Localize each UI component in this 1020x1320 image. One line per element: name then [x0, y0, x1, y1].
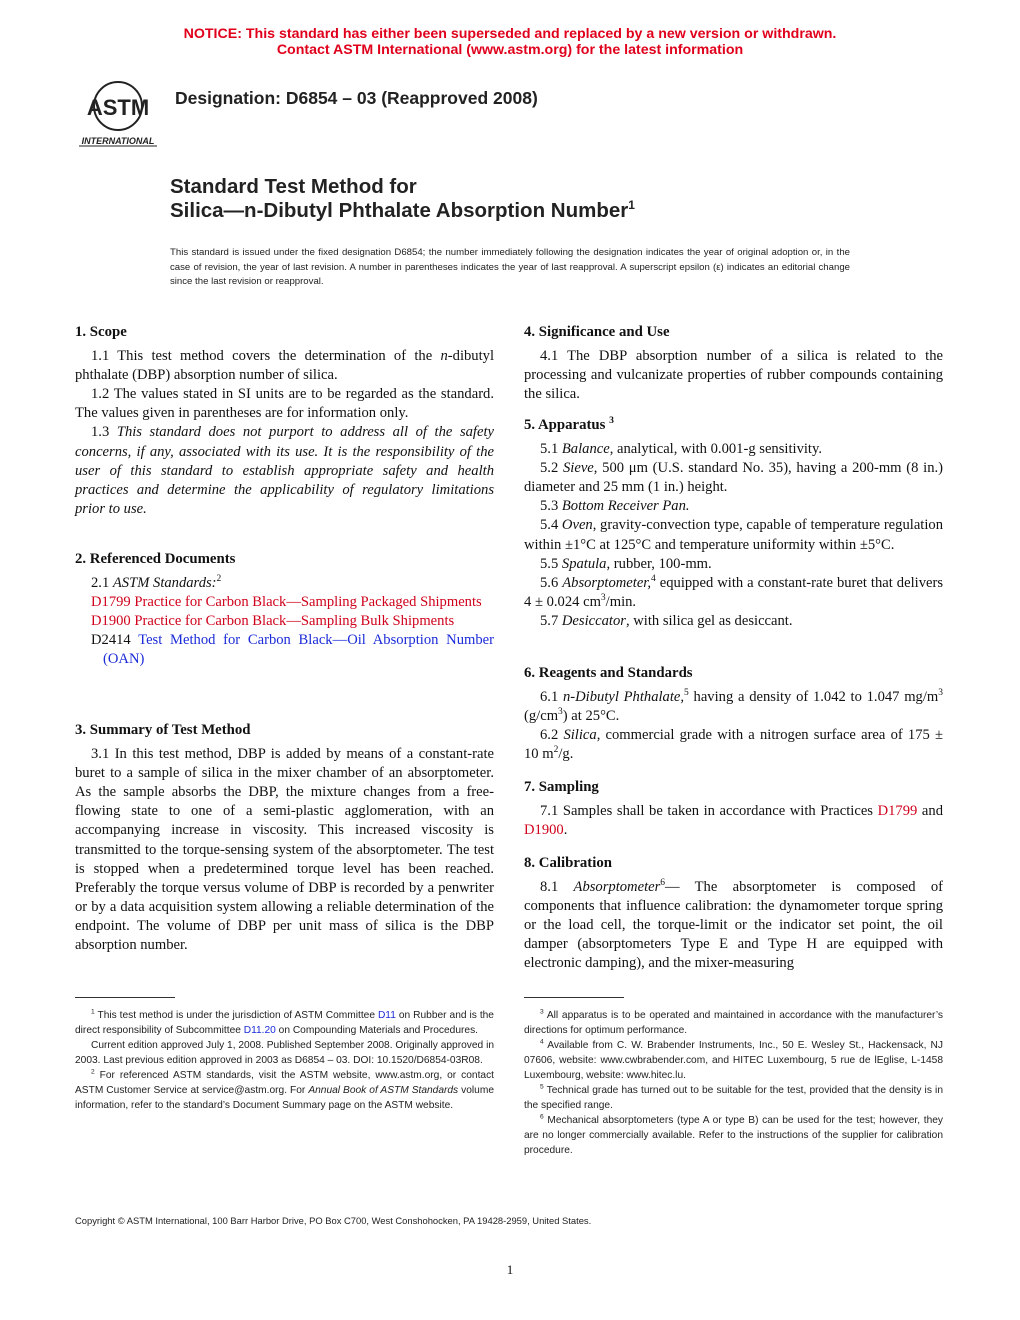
paragraph	[75, 745, 494, 955]
text-run: 6.2	[540, 727, 564, 744]
document-link[interactable]: D11	[377, 1010, 396, 1021]
section-heading	[524, 778, 943, 797]
section-heading	[524, 323, 943, 342]
footnote-divider-left	[75, 997, 175, 998]
paragraph	[524, 459, 943, 497]
text-run: — The absorptometer is composed of components that influence calibration: the dynamometer torque spring or the load cell, the torque-limit or the indicator set point, the oil damper (absorptometers Type E and Type H are equipped with electronic damping), and the mixer-measuring	[524, 879, 943, 972]
section	[524, 323, 943, 404]
footnote	[524, 1038, 943, 1083]
document-link[interactable]: D11.20	[243, 1025, 276, 1036]
reference-item	[75, 612, 494, 631]
section-heading-text: 7. Sampling	[524, 779, 599, 795]
text-run: on Rubber and is the direct responsibility of Subcommittee	[75, 1010, 494, 1036]
title-line-1: Standard Test Method for	[170, 175, 417, 198]
section-heading-text: 8. Calibration	[524, 855, 612, 871]
footnote-mark: 6	[660, 878, 666, 889]
text-run: , 500 μm (U.S. standard No. 35), having a 200-mm (8 in.) diameter and 25 mm (1 in.) height.	[524, 460, 944, 496]
footnote	[75, 1068, 494, 1113]
text-run: Mechanical absorptometers (type A or type B) can be used for the test; however, they are no longer commercially available. Refer to the instructions of the supplier for calibration procedure.	[524, 1115, 943, 1156]
paragraph	[524, 497, 943, 516]
document-link[interactable]: D1799	[877, 803, 918, 820]
paragraph	[524, 688, 943, 726]
section-heading	[524, 854, 943, 873]
section-heading-text: 3. Summary of Test Method	[75, 722, 251, 738]
section	[75, 323, 494, 519]
document-link[interactable]: D1900 Practice for Carbon Black—Sampling Bulk Shipments	[91, 613, 455, 630]
text-run: equipped with a constant-rate buret that delivers 4 ± 0.024 cm	[524, 574, 944, 610]
text-run: 2.1	[91, 575, 113, 592]
text-run: 1.3	[91, 424, 117, 441]
text-run: 5.7	[540, 612, 562, 629]
footnote-mark: 5	[684, 688, 689, 699]
section-heading	[75, 721, 494, 740]
section-heading-text: 6. Reagents and Standards	[524, 665, 693, 681]
text-run: 5.5	[540, 555, 562, 572]
text-run: Absorptometer,	[562, 574, 652, 591]
document-link[interactable]: D1799 Practice for Carbon Black—Sampling Packaged Shipments	[91, 594, 482, 611]
footnote-mark: 6	[540, 1113, 544, 1121]
text-run: , with silica gel as desiccant.	[625, 612, 793, 629]
section-heading-text: 2. Referenced Documents	[75, 551, 236, 567]
notice-line-2: Contact ASTM International (www.astm.org) for the latest information	[276, 41, 744, 58]
paragraph	[524, 878, 943, 973]
paragraph	[524, 347, 943, 404]
section-heading	[524, 664, 943, 683]
text-run: 1.2 The values stated in SI units are to be regarded as the standard. The values given in parentheses are for information only.	[75, 386, 494, 422]
paragraph	[524, 802, 943, 840]
footnote	[75, 1008, 494, 1038]
svg-text:ASTM: ASTM	[86, 95, 150, 120]
footnote-mark: 3	[609, 415, 614, 427]
section	[524, 416, 943, 631]
text-run: -dibutyl phthalate (DBP) absorption number of silica.	[75, 348, 494, 384]
paragraph	[524, 516, 943, 554]
text-run: ) at 25°C.	[562, 708, 620, 725]
text-run: Desiccator	[561, 612, 626, 629]
footnote-mark: 3	[600, 592, 606, 603]
section-heading-text: 5. Apparatus	[524, 417, 610, 433]
text-run: n	[440, 348, 448, 365]
paragraph	[75, 574, 494, 593]
text-run: Balance	[561, 441, 610, 458]
section	[524, 778, 943, 840]
text-run: Oven	[561, 517, 593, 534]
footnote	[75, 1038, 494, 1068]
text-run: n-Dibutyl Phthalate,	[562, 689, 685, 706]
title-footnote-mark: 1	[628, 198, 635, 213]
paragraph	[524, 612, 943, 631]
text-run: and	[917, 803, 943, 820]
preface-note: This standard is issued under the fixed designation D6854; the number immediately following the designation indicates the year of original adoption or, in the case of revision, the year of last revision. A number in parentheses indicates the year of last reapproval. A superscript epsilon (ε) indicates an editorial change since the last revision or reapproval.	[170, 247, 850, 288]
footnote-mark: 5	[540, 1083, 544, 1091]
text-run: Technical grade has turned out to be suitable for the test, provided that the density is in the specified range.	[524, 1085, 943, 1111]
footnote-mark: 1	[91, 1008, 95, 1016]
footnotes-right	[524, 1008, 943, 1158]
paragraph	[524, 726, 943, 764]
text-run: 1.1 This test method covers the determination of the	[91, 348, 441, 365]
section-heading-text: 4. Significance and Use	[524, 324, 670, 340]
text-run: 5.6	[540, 574, 563, 591]
footnote-mark: 3	[558, 707, 563, 718]
text-run: 5.1	[540, 441, 562, 458]
footnote	[524, 1083, 943, 1113]
footnote	[524, 1008, 943, 1038]
text-run: /min.	[605, 593, 637, 610]
paragraph	[75, 385, 494, 423]
designation: Designation: D6854 – 03 (Reapproved 2008)	[175, 88, 538, 108]
copyright: Copyright © ASTM International, 100 Barr Harbor Drive, PO Box C700, West Conshohocken, PA 19428-2959, United States.	[75, 1215, 592, 1226]
astm-logo	[75, 78, 161, 148]
text-run: 3.1 In this test method, DBP is added by means of a constant-rate buret to a sample of silica in the mixer chamber of an absorptometer. As the sample absorbs the DBP, the mixture changes from a free-flowing state to one of a semi-plastic agglomeration, with an accompanying increase in viscosity. This increased viscosity is transmitted to the torque-sensing system of the absorptometer. The test is stopped when a predetermined torque level has been reached. Preferably the torque versus volume of DBP is recorded by a penwriter or by a data acquisition system allowing a reliable determination of the endpoint. The volume of DBP per unit mass of silica is the DBP absorption number.	[75, 746, 494, 954]
text-run: having a density of 1.042 to 1.047 mg/m	[688, 689, 939, 706]
supersede-notice	[0, 27, 1020, 58]
section	[524, 854, 943, 974]
footnote-mark: 4	[651, 573, 656, 584]
footnote-divider-right	[524, 997, 624, 998]
section-heading	[524, 416, 943, 435]
text-run: Current edition approved July 1, 2008. Published September 2008. Originally approved in 2003. Last previous edition approved in 2003 as D6854 – 03. DOI: 10.1520/D6854-03R08.	[75, 1040, 494, 1066]
section	[75, 721, 494, 955]
text-run: For referenced ASTM standards, visit the ASTM website, www.astm.org, or contact ASTM Customer Service at service@astm.org. For	[75, 1070, 494, 1096]
text-run: Spatula	[561, 555, 607, 572]
footnote-mark: 2	[91, 1068, 95, 1076]
text-run: Silica	[563, 727, 597, 744]
text-run: 8.1	[540, 879, 574, 896]
reference-item	[75, 593, 494, 612]
text-run: /g.	[558, 746, 574, 763]
footnote-mark: 4	[540, 1038, 544, 1046]
footnote-mark: 3	[540, 1008, 544, 1016]
text-run: .	[563, 822, 568, 839]
text-run: , rubber, 100-mm.	[606, 555, 712, 572]
notice-line-1: NOTICE: This standard has either been superseded and replaced by a new version or withdrawn.	[183, 26, 837, 42]
paragraph	[75, 347, 494, 385]
paragraph	[524, 555, 943, 574]
document-link[interactable]: Test Method for Carbon Black—Oil Absorption Number (OAN)	[103, 632, 494, 668]
text-run: This standard does not purport to address all of the safety concerns, if any, associated with its use. It is the responsibility of the user of this standard to establish appropriate safety and health practices and determine the applicability of regulatory limitations prior to use.	[75, 424, 494, 517]
text-run: , gravity-convection type, capable of temperature regulation within ±1°C at 125°C and temperature uniformity within ±5°C.	[524, 517, 943, 553]
footnote-mark: 3	[938, 688, 943, 699]
paragraph	[75, 423, 494, 518]
text-run: 5.4	[540, 517, 562, 534]
text-run: 5.3	[540, 498, 562, 515]
text-run: ASTM Standards:	[112, 575, 217, 592]
text-run: 7.1 Samples shall be taken in accordance with Practices	[540, 803, 878, 820]
text-run: Available from C. W. Brabender Instruments, Inc., 50 E. Wesley St., Hackensack, NJ 07606, website: www.cwbrabender.com, and HITEC Luxembourg, 5 rue de lEglise, L-1458 Luxembourg, website: www.hitec.lu.	[524, 1040, 943, 1081]
text-run: 5.2	[540, 460, 563, 477]
text-run: This test method is under the jurisdiction of ASTM Committee	[94, 1010, 378, 1021]
title-line-2: Silica—n-Dibutyl Phthalate Absorption Number	[170, 199, 629, 222]
section-heading	[75, 550, 494, 569]
section-heading	[75, 323, 494, 342]
footnote-mark: 2	[553, 745, 559, 756]
text-run: volume information, refer to the standard’s Document Summary page on the ASTM website.	[75, 1085, 495, 1111]
paragraph	[524, 440, 943, 459]
text-run: (g/cm	[524, 708, 559, 725]
paragraph	[524, 574, 943, 612]
page-number: 1	[506, 1262, 514, 1277]
text-run: Annual Book of ASTM Standards	[308, 1085, 459, 1096]
text-run: 6.1	[540, 689, 563, 706]
section-heading-text: 1. Scope	[75, 324, 127, 340]
footnotes-left	[75, 1008, 494, 1113]
document-link[interactable]: D1900	[524, 822, 564, 839]
reference-item	[75, 631, 494, 669]
text-run: All apparatus is to be operated and maintained in accordance with the manufacturer’s directions for optimum performance.	[524, 1010, 943, 1036]
text-run: 4.1 The DBP absorption number of a silica is related to the processing and vulcanizate properties of rubber compounds containing the silica.	[524, 348, 943, 403]
footnote-mark: 2	[216, 574, 222, 585]
text-run: , commercial grade with a nitrogen surface area of 175 ± 10 m	[524, 727, 943, 763]
text-run: D2414	[91, 632, 139, 649]
text-run: Bottom Receiver Pan.	[561, 498, 690, 515]
text-run: on Compounding Materials and Procedures.	[275, 1025, 478, 1036]
text-run: Absorptometer	[573, 879, 661, 896]
section	[524, 664, 943, 764]
text-run: Sieve	[562, 460, 594, 477]
svg-text:INTERNATIONAL: INTERNATIONAL	[81, 136, 155, 146]
footnote	[524, 1113, 943, 1158]
text-run: , analytical, with 0.001-g sensitivity.	[609, 441, 822, 458]
section	[75, 550, 494, 670]
document-title	[170, 175, 635, 223]
